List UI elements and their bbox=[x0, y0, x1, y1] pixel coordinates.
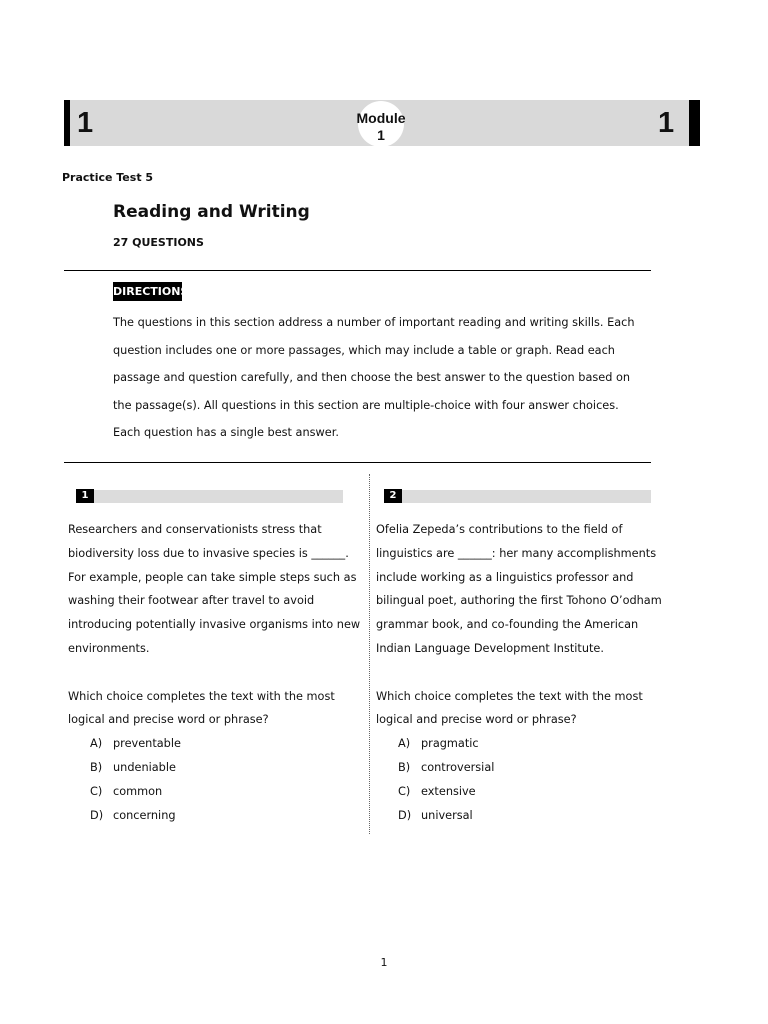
divider-rule-top bbox=[64, 270, 651, 271]
question-2-choice-b[interactable] bbox=[376, 756, 674, 780]
choice-letter: A) bbox=[90, 737, 103, 751]
question-2-passage: Ofelia Zepeda’s contributions to the field of linguistics are ______: her many accomplishments include working as a linguistics professor and bilingual poet, authoring the first Tohono O’odham grammar book, and co-founding the American Indian Language Development Institute. bbox=[376, 523, 662, 655]
choice-letter: C) bbox=[90, 784, 103, 798]
module-label: Module bbox=[356, 110, 406, 126]
page-number: 1 bbox=[380, 956, 388, 969]
question-1-choice-a[interactable] bbox=[68, 732, 364, 756]
choice-text: concerning bbox=[113, 808, 176, 822]
question-1-choice-d[interactable] bbox=[68, 804, 364, 828]
question-1-prompt: Which choice completes the text with the most logical and precise word or phrase? bbox=[68, 689, 335, 727]
choice-text: preventable bbox=[113, 737, 181, 751]
choice-text: extensive bbox=[421, 784, 476, 798]
practice-test-title: Practice Test 5 bbox=[62, 171, 154, 184]
choice-letter: B) bbox=[398, 760, 411, 774]
choice-text: undeniable bbox=[113, 760, 176, 774]
header-right-bar bbox=[689, 100, 700, 146]
choice-text: pragmatic bbox=[421, 737, 479, 751]
question-2-choice-c[interactable] bbox=[376, 780, 674, 804]
choice-text: universal bbox=[421, 808, 473, 822]
choice-letter: B) bbox=[90, 760, 103, 774]
question-1 bbox=[68, 518, 364, 827]
question-2-header-bar bbox=[384, 490, 651, 503]
question-2 bbox=[376, 518, 674, 827]
header-left-bar bbox=[64, 100, 70, 146]
question-1-header-bar bbox=[76, 490, 343, 503]
column-divider bbox=[369, 474, 370, 834]
question-1-number: 1 bbox=[76, 489, 94, 503]
section-title: Reading and Writing bbox=[113, 202, 310, 222]
question-2-prompt: Which choice completes the text with the most logical and precise word or phrase? bbox=[376, 689, 643, 727]
choice-letter: A) bbox=[398, 737, 411, 751]
header-section-number-right: 1 bbox=[658, 107, 675, 139]
module-number: 1 bbox=[377, 127, 385, 143]
choice-text: common bbox=[113, 784, 163, 798]
choice-letter: D) bbox=[398, 808, 412, 822]
question-2-choice-d[interactable] bbox=[376, 804, 674, 828]
directions-text: The questions in this section address a number of important reading and writing skills. Each question includes one or more passages, which may include a table or graph. Read each passage and question carefully, and then choose the best answer to the question based on the passage(s). All questions in this section are multiple-choice with four answer choices. Each question has a single best answer. bbox=[113, 316, 635, 439]
question-1-choice-b[interactable] bbox=[68, 756, 364, 780]
choice-letter: C) bbox=[398, 784, 411, 798]
choice-text: controversial bbox=[421, 760, 495, 774]
question-1-choice-c[interactable] bbox=[68, 780, 364, 804]
question-count: 27 QUESTIONS bbox=[113, 236, 204, 249]
question-1-passage: Researchers and conservationists stress that biodiversity loss due to invasive species is ______. For example, people can take simple steps such as washing their footwear after travel to avoid introducing potentially invasive organisms into new environments. bbox=[68, 523, 361, 655]
divider-rule-bottom bbox=[64, 462, 651, 463]
question-2-number: 2 bbox=[384, 489, 402, 503]
directions-label: DIRECTIONS bbox=[113, 282, 182, 301]
choice-letter: D) bbox=[90, 808, 104, 822]
module-badge bbox=[340, 110, 422, 144]
question-2-choice-a[interactable] bbox=[376, 732, 674, 756]
header-section-number-left: 1 bbox=[77, 107, 94, 139]
